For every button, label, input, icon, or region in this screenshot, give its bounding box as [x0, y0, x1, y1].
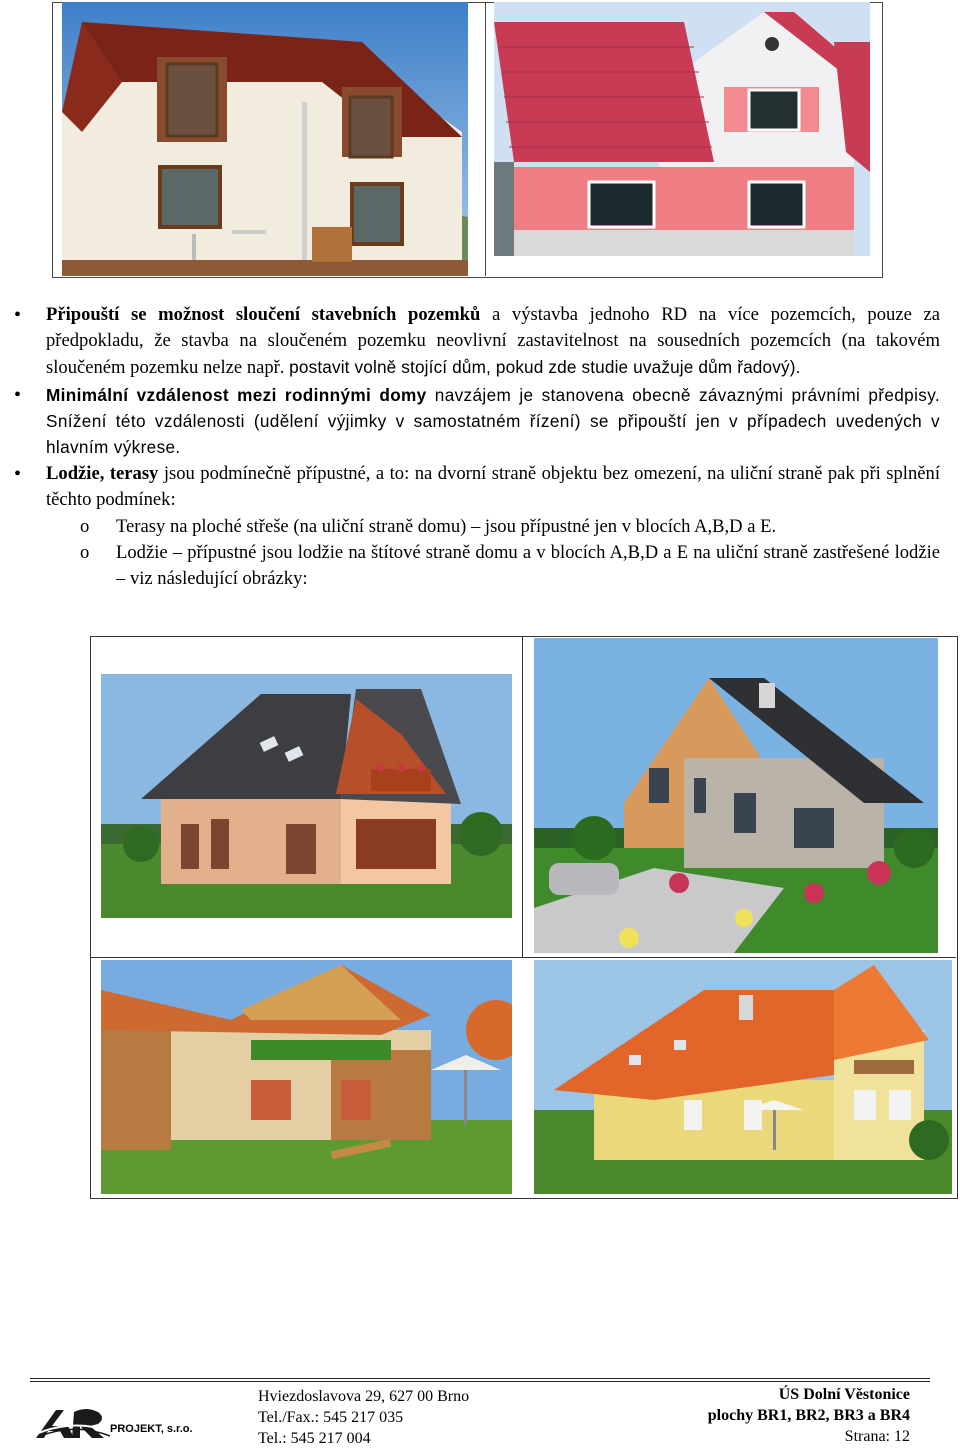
footer-project: ÚS Dolní Věstonice	[778, 1386, 910, 1403]
paragraph-merging-plots	[14, 302, 940, 381]
company-logo	[34, 1404, 114, 1440]
bullet-icon: •	[14, 384, 22, 406]
top-photo-divider	[485, 2, 486, 276]
paragraph-text: a výstavba jednoho RD na více pozemcích, pouze za předpokladu, že stavba na sloučeném pozemku neovlivní zastavitelnost na sousedních pozemcích (na takovém sloučeném pozemku nelze např.	[46, 304, 940, 378]
render-house-yellow-orange-roof	[534, 960, 952, 1194]
footer-address-block	[258, 1386, 469, 1449]
paragraph-bold: Lodžie, terasy	[46, 463, 159, 484]
image-grid-divider-horizontal	[90, 957, 956, 958]
sub-item-mark: o	[80, 516, 90, 537]
footer-address: Hviezdoslavova 29, 627 00 Brno	[258, 1388, 470, 1405]
sub-item-terraces	[14, 514, 940, 540]
sub-item-mark: o	[80, 542, 90, 563]
house-photo-pink-wall	[494, 2, 870, 256]
text-block	[14, 302, 940, 592]
footer-areas: plochy BR1, BR2, BR3 a BR4	[707, 1407, 910, 1424]
sub-item-text: Terasy na ploché střeše (na uliční straně domu) – jsou přípustné jen v blocích A,B,D a E.	[116, 516, 777, 537]
sub-item-loggias	[14, 540, 940, 592]
sub-item-text: Lodžie – přípustné jsou lodžie na štítové straně domu a v blocích A,B,D a E na uliční straně zastřešené lodžie – viz následující obrázky:	[116, 542, 940, 589]
footer-rule	[30, 1381, 930, 1382]
footer-telfax: Tel./Fax.: 545 217 035	[258, 1409, 404, 1426]
paragraph-bold: Připouští se možnost sloučení stavebních pozemků	[46, 304, 481, 325]
paragraph-min-distance	[14, 382, 940, 460]
render-house-stone-green-balcony	[101, 960, 512, 1194]
render-house-modern-gable	[534, 638, 938, 953]
footer-project-block	[708, 1384, 910, 1447]
footer-rule	[30, 1378, 930, 1379]
paragraph-bold: Minimální vzdálenost mezi rodinnými domy	[46, 385, 427, 405]
footer-page-number: Strana: 12	[844, 1428, 910, 1445]
bullet-icon: •	[14, 304, 22, 326]
company-name: PROJEKT, s.r.o.	[110, 1423, 193, 1435]
paragraph-text: jsou podmínečně přípustné, a to: na dvorní straně objektu bez omezení, na uliční straně pak při splnění těchto podmínek:	[46, 463, 940, 510]
paragraph-text: postavit volně stojící dům, pokud zde studie uvažuje dům řadový).	[289, 357, 801, 377]
image-grid-divider-vertical	[522, 636, 523, 957]
house-photo-brown-roof	[62, 2, 468, 276]
render-house-dark-roof-balcony	[101, 674, 512, 918]
footer-tel: Tel.: 545 217 004	[258, 1430, 371, 1447]
bullet-icon: •	[14, 463, 22, 485]
paragraph-text: navzájem je stanovena obecně závaznými právními předpisy. Snížení této vzdálenosti (udělení výjimky v samostatném řízení) se připouští jen v případech uvedených v hlavním výkrese.	[46, 385, 940, 457]
paragraph-loggias	[14, 461, 940, 513]
